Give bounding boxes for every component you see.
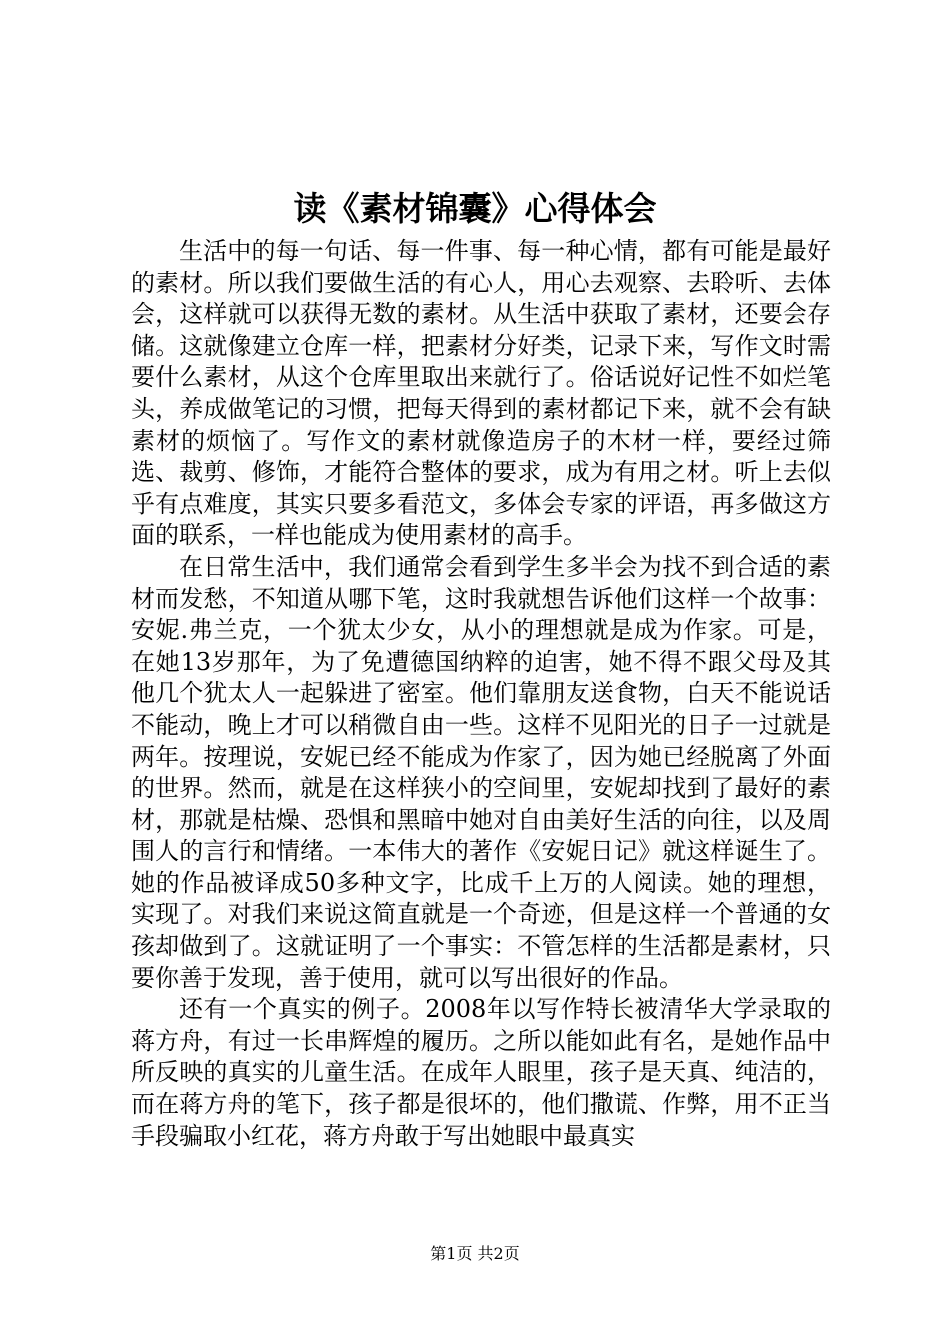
page-number-footer: 第1页 共2页: [430, 1244, 520, 1263]
document-body: [131, 236, 831, 1152]
document-title: 读《素材锦囊》心得体会: [293, 189, 657, 228]
paragraph-3: 还有一个真实的例子。2008年以写作特长被清华大学录取的蒋方舟，有过一长串辉煌的履历。之所以能如此有名，是她作品中所反映的真实的儿童生活。在成年人眼里，孩子是天真、纯洁的，而在蒋方舟的笔下，孩子都是很坏的，他们撒谎、作弊，用不正当手段骗取小红花，蒋方舟敢于写出她眼中最真实: [131, 995, 831, 1150]
paragraph-2: 在日常生活中，我们通常会看到学生多半会为找不到合适的素材而发愁，不知道从哪下笔，这时我就想告诉他们这样一个故事：安妮.弗兰克，一个犹太少女，从小的理想就是成为作家。可是，在她13岁那年，为了免遭德国纳粹的迫害，她不得不跟父母及其他几个犹太人一起躲进了密室。他们靠朋友送食物，白天不能说话不能动，晚上才可以稍微自由一些。这样不见阳光的日子一过就是两年。按理说，安妮已经不能成为作家了，因为她已经脱离了外面的世界。然而，就是在这样狭小的空间里，安妮却找到了最好的素材，那就是枯燥、恐惧和黑暗中她对自由美好生活的向往，以及周围人的言行和情绪。一本伟大的著作《安妮日记》就这样诞生了。她的作品被译成50多种文字，比成千上万的人阅读。她的理想，实现了。对我们来说这简直就是一个奇迹，但是这样一个普通的女孩却做到了。这就证明了一个事实：不管怎样的生活都是素材，只要你善于发现，善于使用，就可以写出很好的作品。: [131, 552, 831, 992]
paragraph-1: 生活中的每一句话、每一件事、每一种心情，都有可能是最好的素材。所以我们要做生活的有心人，用心去观察、去聆听、去体会，这样就可以获得无数的素材。从生活中获取了素材，还要会存储。这就像建立仓库一样，把素材分好类，记录下来，写作文时需要什么素材，从这个仓库里取出来就行了。俗话说好记性不如烂笔头，养成做笔记的习惯，把每天得到的素材都记下来，就不会有缺素材的烦恼了。写作文的素材就像造房子的木材一样，要经过筛选、裁剪、修饰，才能符合整体的要求，成为有用之材。听上去似乎有点难度，其实只要多看范文，多体会专家的评语，再多做这方面的联系，一样也能成为使用素材的高手。: [131, 237, 831, 550]
